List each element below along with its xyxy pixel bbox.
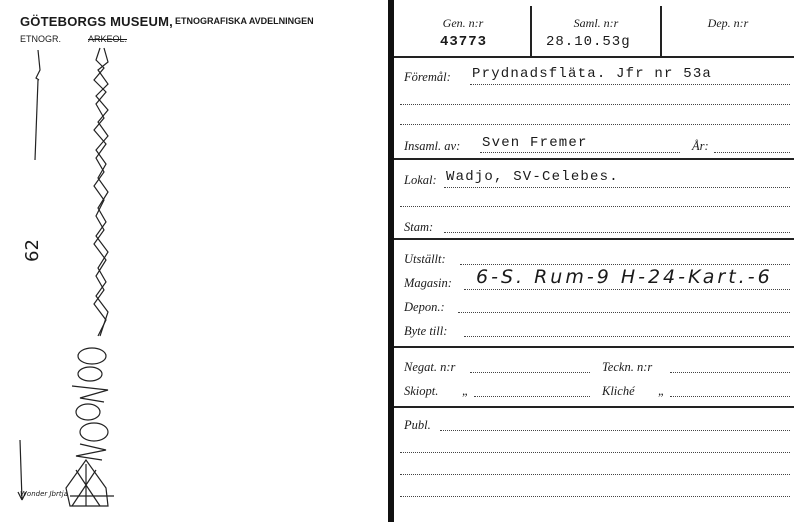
dotted-line	[470, 372, 590, 373]
dotted-line	[460, 264, 790, 265]
handwritten-number: 62	[22, 239, 43, 262]
lokal-label: Lokal:	[404, 173, 437, 187]
section-separator	[394, 406, 794, 408]
dep-label: Dep. n:r	[707, 16, 749, 30]
section-separator	[394, 158, 794, 160]
kliche-value: „	[658, 384, 665, 398]
dotted-line	[670, 396, 790, 397]
dotted-line	[480, 152, 680, 153]
saml-label: Saml. n:r	[573, 16, 619, 30]
utstallt-label: Utställt:	[404, 252, 446, 266]
museum-name: GÖTEBORGS MUSEUM,	[20, 14, 173, 29]
gen-value: 43773	[440, 34, 488, 50]
gen-label: Gen. n:r	[442, 16, 484, 30]
lokal-value: Wadjo, SV-Celebes.	[446, 169, 619, 185]
dotted-line	[464, 289, 790, 290]
foremal-label: Föremål:	[404, 70, 451, 84]
teckn-label: Teckn. n:r	[602, 360, 653, 374]
saml-value: 28.10.53g	[546, 34, 631, 50]
publ-label: Publ.	[404, 418, 431, 432]
magasin-value: 6-S. Rum-9 H-24-Kart.-6	[476, 266, 773, 288]
dotted-line	[474, 396, 590, 397]
insaml-label: Insaml. av:	[404, 139, 461, 153]
byte-label: Byte till:	[404, 324, 448, 338]
skiopt-value: „	[462, 384, 469, 398]
arkeol-label: ARKEOL.	[88, 34, 128, 44]
section-separator	[394, 346, 794, 348]
magasin-label: Magasin:	[404, 276, 452, 290]
skiopt-label: Skiopt.	[404, 384, 439, 398]
depon-label: Depon.:	[404, 300, 445, 314]
object-sketch	[10, 40, 140, 510]
dotted-line	[470, 84, 790, 85]
etnogr-label: ETNOGR.	[20, 34, 62, 44]
dotted-line	[400, 496, 790, 497]
negat-label: Negat. n:r	[404, 360, 456, 374]
header-bottom-rule	[394, 56, 794, 58]
kliche-label: Kliché	[602, 384, 635, 398]
dotted-line	[458, 312, 790, 313]
dotted-line	[400, 474, 790, 475]
dotted-line	[400, 206, 790, 207]
ar-label: År:	[692, 139, 709, 153]
dotted-line	[444, 232, 790, 233]
dotted-line	[464, 336, 790, 337]
insaml-value: Sven Fremer	[482, 135, 588, 151]
sketch-caption: Wonder Jbrtja	[20, 490, 68, 498]
dotted-line	[670, 372, 790, 373]
section-separator	[394, 238, 794, 240]
department-name: ETNOGRAFISKA AVDELNINGEN	[175, 16, 314, 26]
dotted-line	[400, 104, 790, 105]
foremal-value: Prydnadsfläta. Jfr nr 53a	[472, 66, 713, 82]
dotted-line	[400, 452, 790, 453]
dotted-line	[714, 152, 790, 153]
dotted-line	[444, 187, 790, 188]
card-divider	[388, 0, 394, 522]
dotted-line	[440, 430, 790, 431]
dotted-line	[400, 124, 790, 125]
stam-label: Stam:	[404, 220, 434, 234]
